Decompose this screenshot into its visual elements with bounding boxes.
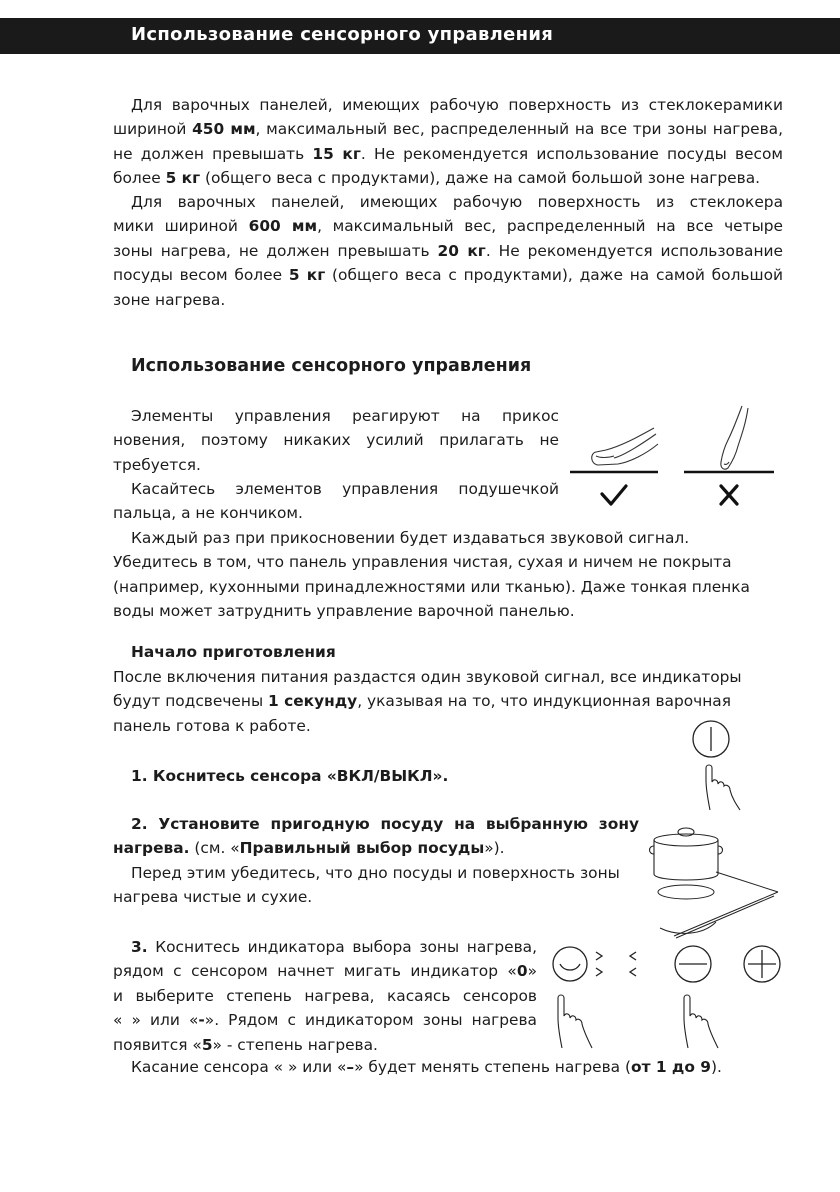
intro-paragraph-2 [113, 190, 783, 312]
cross-mark-icon [721, 486, 737, 504]
section-heading-touch: Использование сенсорного управления [131, 356, 532, 376]
blink-indicator-icon [596, 952, 636, 976]
text-line: После включения питания раздастся один звуковой сигнал, все индикаторы [113, 668, 742, 686]
step-2-note [113, 861, 639, 910]
text-line: посуды весом более 5 кг (общего веса с продуктами), даже на самой большой [113, 266, 783, 285]
pointing-hand-icon [706, 765, 740, 810]
text-line: мики шириной 600 мм, максимальный вес, распределенный на все четыре [113, 217, 783, 236]
power-sensor-figure [686, 718, 756, 814]
page-title: Использование сенсорного управления [131, 24, 554, 45]
pointing-hand-icon [684, 995, 718, 1048]
sensor-controls-figure [540, 940, 790, 1052]
text-line: 3. Коснитесь индикатора выбора зоны нагрева, [131, 938, 537, 956]
text-line: Касание сенсора « » или «–» будет менять степень нагрева (от 1 до 9). [131, 1058, 722, 1076]
step-3 [113, 935, 537, 1057]
text-line: более 5 кг (общего веса с продуктами), даже на самой большой зоне нагрева. [113, 169, 761, 188]
plus-button-icon [744, 946, 780, 982]
text-line: рядом с сенсором начнет мигать индикатор «0» [113, 962, 537, 981]
intro-paragraph-1 [113, 93, 783, 191]
text-line: 1. Коснитесь сенсора «ВКЛ/ВЫКЛ». [131, 767, 449, 785]
text-line: Для варочных панелей, имеющих рабочую поверхность из стеклокерамики [131, 96, 783, 114]
text-line: зоны нагрева, не должен превышать 20 кг. Не рекомендуется использование [113, 241, 784, 260]
pot-on-hob-icon [646, 818, 780, 938]
touch-paragraph-1 [113, 404, 559, 477]
power-button-icon [693, 721, 729, 757]
text-line: требуется. [113, 455, 201, 474]
touch-paragraph-3 [113, 526, 783, 624]
text-line: будут подсвечены 1 секунду, указывая на то, что индукционная варочная [113, 692, 731, 711]
text-line: пальца, а не кончиком. [113, 504, 303, 523]
text-line: Каждый раз при прикосновении будет издаваться звуковой сигнал. [131, 529, 690, 547]
text-line: не должен превышать 15 кг. Не рекомендуется использование посуды весом [113, 144, 783, 163]
text-line: (например, кухонными принадлежностями или тканью). Даже тонкая пленка [113, 577, 750, 596]
text-line: шириной 450 мм, максимальный вес, распределенный на все три зоны нагрева, [113, 120, 783, 139]
text-line: новения, поэтому никаких усилий прилагать не [113, 431, 559, 450]
text-line: и выберите степень нагрева, касаясь сенсоров [113, 986, 537, 1005]
text-line: нагрева чистые и сухие. [113, 888, 313, 907]
text-line: Убедитесь в том, что панель управления чистая, сухая и ничем не покрыта [113, 553, 732, 572]
minus-button-icon [675, 946, 711, 982]
check-mark-icon [602, 486, 626, 504]
touch-technique-figure [566, 398, 780, 512]
pointing-hand-icon [558, 995, 592, 1048]
start-paragraph [113, 665, 783, 738]
text-line: Касайтесь элементов управления подушечкой [131, 480, 559, 498]
text-line: 2. Установите пригодную посуду на выбранную зону [131, 815, 639, 833]
text-line: воды может затруднить управление варочной панелью. [113, 602, 575, 621]
step-2 [113, 812, 639, 861]
step-1 [113, 764, 633, 788]
text-line: Перед этим убедитесь, что дно посуды и поверхность зоны [131, 864, 620, 882]
step-3-note [113, 1055, 783, 1079]
section-heading-start: Начало приготовления [131, 643, 336, 661]
touch-paragraph-2 [113, 477, 559, 526]
text-line: панель готова к работе. [113, 716, 311, 735]
text-line: появится «5» - степень нагрева. [113, 1035, 378, 1054]
text-line: Элементы управления реагируют на прикос [131, 407, 559, 425]
finger-pad-touch-icon [592, 428, 658, 465]
text-line: зоне нагрева. [113, 290, 226, 309]
text-line: нагрева. (см. «Правильный выбор посуды»). [113, 839, 505, 858]
zone-select-icon [553, 947, 587, 981]
text-line: « » или «-». Рядом с индикатором зоны нагрева [113, 1011, 537, 1030]
text-line: Для варочных панелей, имеющих рабочую поверхность из стеклокера [131, 193, 783, 211]
fingertip-touch-icon [721, 406, 748, 469]
